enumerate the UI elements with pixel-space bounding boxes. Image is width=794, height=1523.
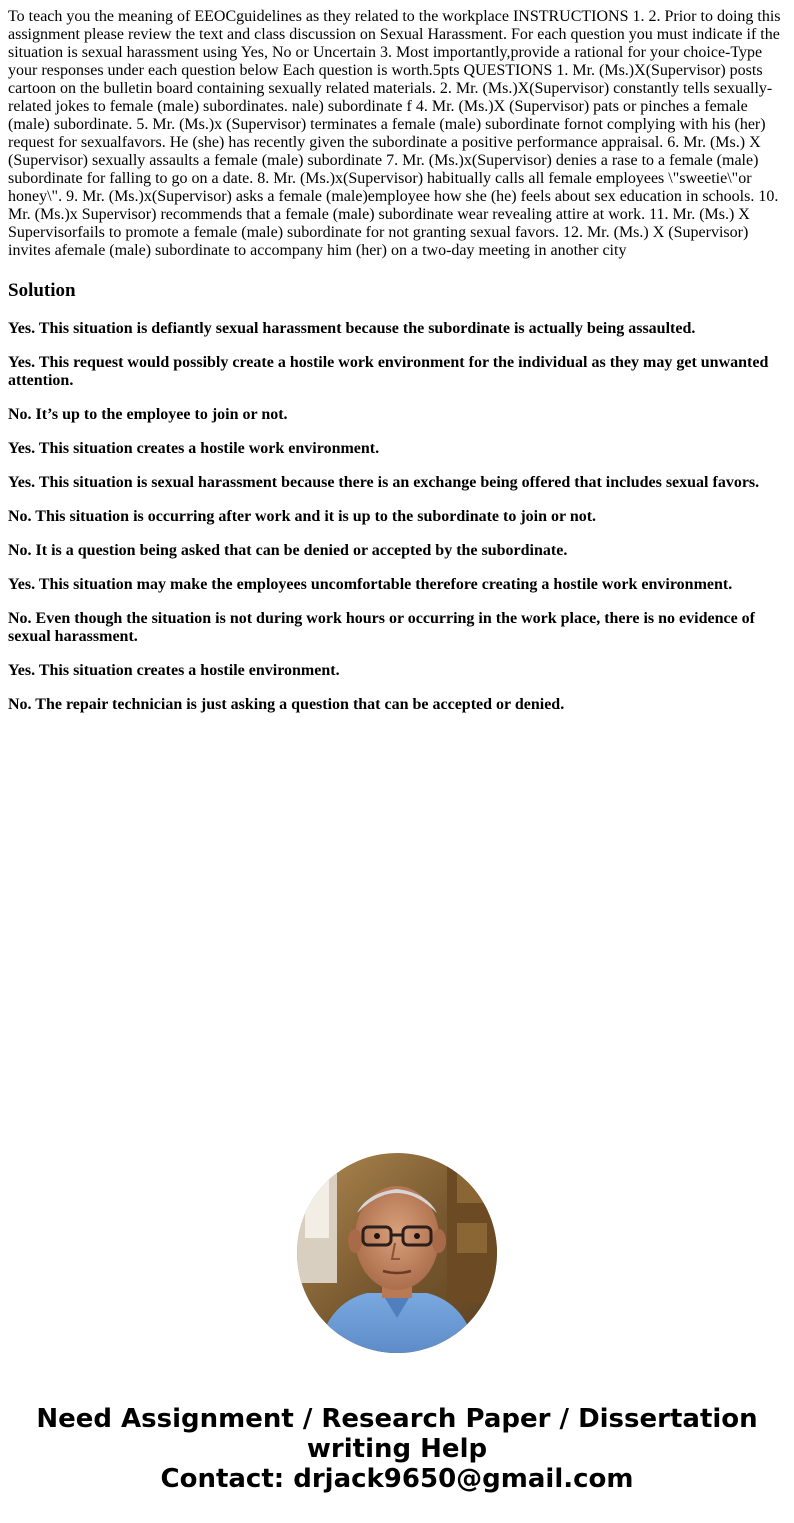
ad-contact-line: Contact: drjack9650@gmail.com — [160, 1464, 634, 1494]
document-content — [8, 0, 786, 714]
answer-item: Yes. This situation creates a hostile environment. — [8, 662, 340, 679]
ad-line-2: writing Help — [306, 1434, 488, 1464]
answer-item: Yes. This situation may make the employees uncomfortable therefore creating a hostile work environment. — [8, 576, 733, 593]
answer-item: Yes. This request would possibly create a hostile work environment for the individual as they may get unwanted attention. — [8, 354, 769, 389]
answer-item: Yes. This situation is defiantly sexual harassment because the subordinate is actually being assaulted. — [8, 320, 696, 337]
answer-item: No. It is a question being asked that can be denied or accepted by the subordinate. — [8, 542, 568, 559]
question-text: To teach you the meaning of EEOCguidelines as they related to the workplace INSTRUCTIONS 1. 2. Prior to doing this assignment please review the text and class discussion on Sexual Harassment. For each question you must indicate if the situation is sexual harassment using Yes, No or Uncertain 3. Most importantly,provide a rational for your choice-Type your responses under each question below Each question is worth.5pts QUESTIONS 1. Mr. (Ms.)X(Supervisor) posts cartoon on the bulletin board containing sexually related materials. 2. Mr. (Ms.)X(Supervisor) constantly tells sexually-related jokes to female (male) subordinates. nale) subordinate f 4. Mr. (Ms.)X (Supervisor) pats or pinches a female (male) subordinate. 5. Mr. (Ms.)x (Supervisor) terminates a female (male) subordinate fornot complying with his (her) request for sexualfavors. He (she) has recently given the subordinate a positive performance appraisal. 6. Mr. (Ms.) X (Supervisor) sexually assaults a female (male) subordinate 7. Mr. (Ms.)x(Supervisor) denies a rase to a female (male) subordinate for falling to go on a date. 8. Mr. (Ms.)x(Supervisor) habitually calls all female employees \"sweetie\"or honey\". 9. Mr. (Ms.)x(Supervisor) asks a female (male)employee how she (he) feels about sex education in schools. 10. Mr. (Ms.)x Supervisor) recommends that a female (male) subordinate wear revealing attire at work. 11. Mr. (Ms.) X Supervisorfails to promote a female (male) subordinate for not granting sexual favors. 12. Mr. (Ms.) X (Supervisor) invites afemale (male) subordinate to accompany him (her) on a two-day meeting in another city — [8, 8, 781, 259]
answer-item: Yes. This situation is sexual harassment because there is an exchange being offered that includes sexual favors. — [8, 474, 760, 491]
answer-item: No. This situation is occurring after work and it is up to the subordinate to join or not. — [8, 508, 597, 525]
contact-advertisement — [0, 1404, 794, 1494]
answer-item: Yes. This situation creates a hostile work environment. — [8, 440, 380, 457]
tutor-photo — [297, 1153, 497, 1353]
answer-item: No. It’s up to the employee to join or not. — [8, 406, 288, 423]
solution-heading: Solution — [8, 280, 76, 301]
ad-line-1: Need Assignment / Research Paper / Dissertation — [36, 1404, 758, 1434]
answer-list — [8, 320, 786, 714]
tutor-avatar — [297, 1153, 497, 1353]
answer-item: No. Even though the situation is not during work hours or occurring in the work place, there is no evidence of sexual harassment. — [8, 610, 755, 645]
answer-item: No. The repair technician is just asking a question that can be accepted or denied. — [8, 696, 565, 713]
